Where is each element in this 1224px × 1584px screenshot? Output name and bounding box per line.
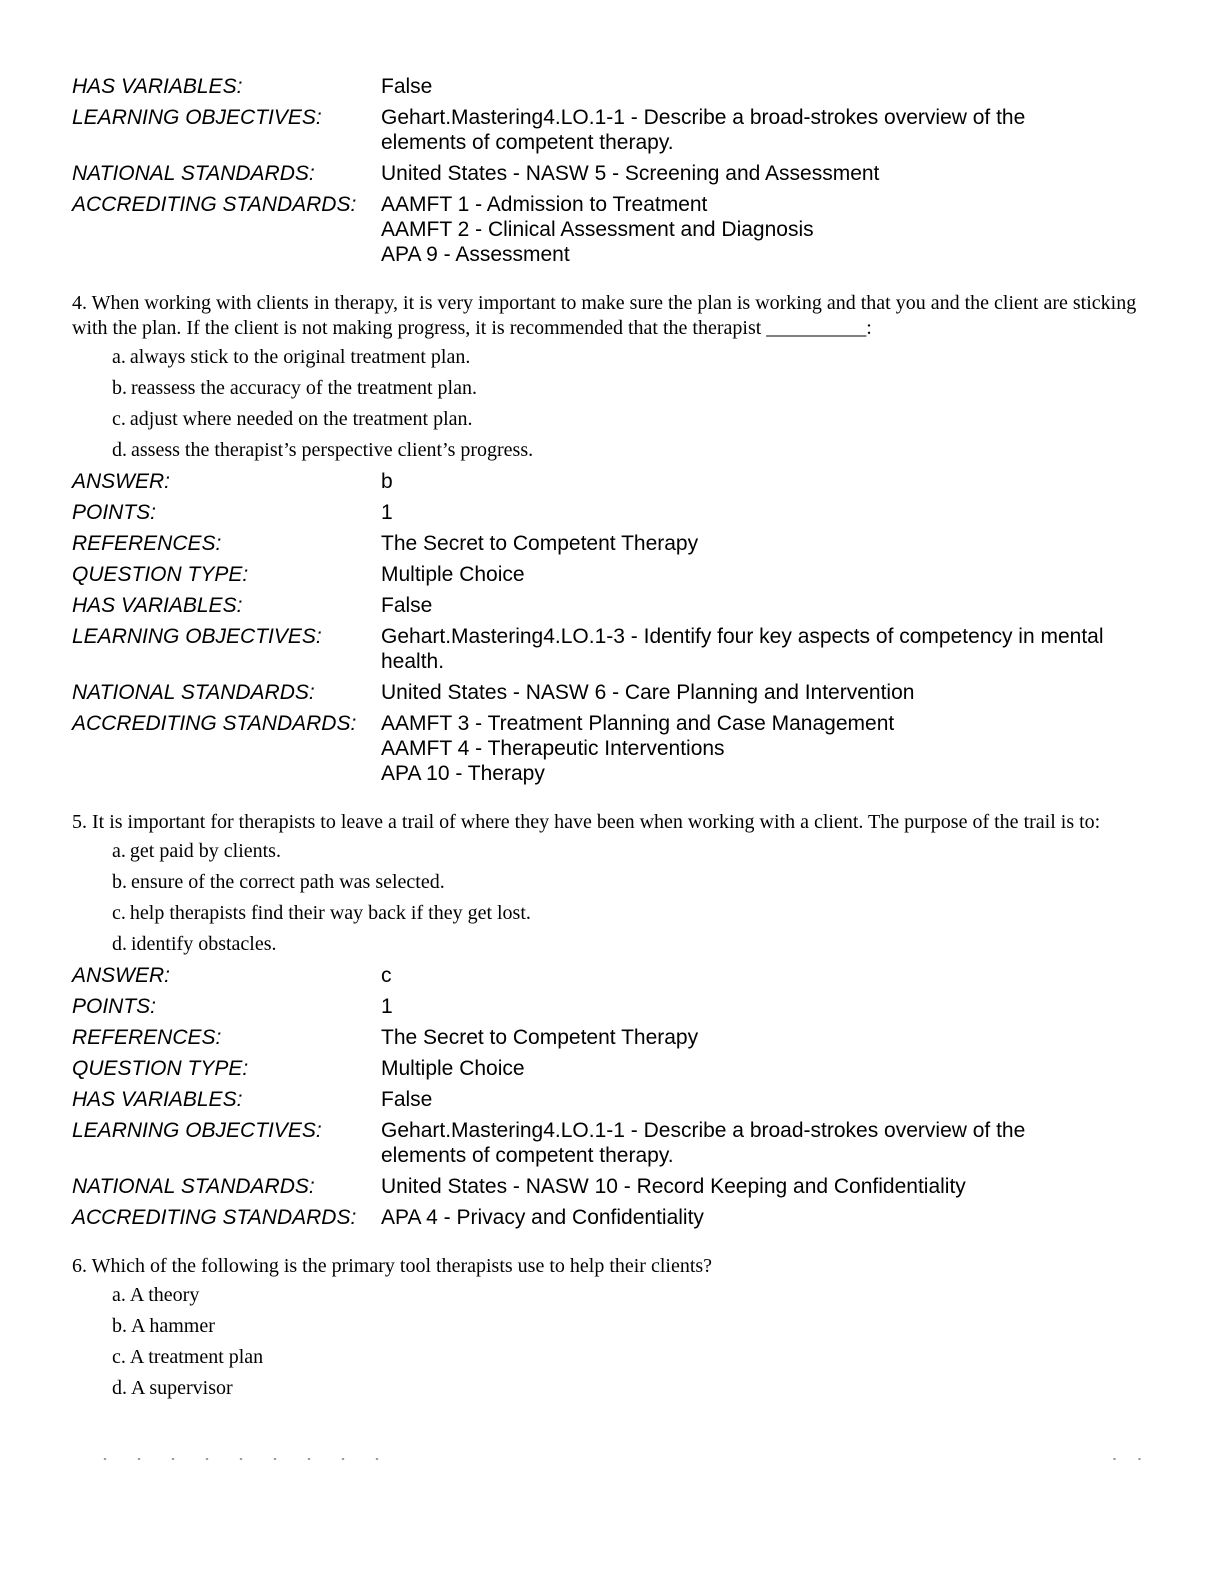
metadata-row — [72, 624, 1152, 674]
option-letter: d. — [112, 439, 127, 461]
metadata-label: ACCREDITING STANDARDS: — [72, 712, 357, 735]
metadata-row — [72, 105, 1152, 155]
metadata-label: POINTS: — [72, 995, 157, 1018]
metadata-value-line: elements of competent therapy. — [381, 131, 674, 154]
metadata-value-line: 1 — [381, 995, 393, 1018]
question-stem: 6. Which of the following is the primary tool therapists use to help their clients? — [72, 1255, 713, 1277]
metadata-label: HAS VARIABLES: — [72, 594, 243, 617]
option-letter: b. — [112, 1315, 127, 1337]
metadata-label: ANSWER: — [72, 964, 171, 987]
answer-option — [72, 407, 1152, 432]
option-letter: c. — [112, 1346, 126, 1368]
metadata-value-line: b — [381, 470, 393, 493]
metadata-value — [381, 963, 1152, 988]
metadata-label: REFERENCES: — [72, 1026, 222, 1049]
metadata-label: NATIONAL STANDARDS: — [72, 162, 315, 185]
metadata-value-line: Gehart.Mastering4.LO.1-1 - Describe a broad-strokes overview of the — [381, 106, 1026, 129]
question-metadata — [72, 963, 1152, 1230]
metadata-label: ANSWER: — [72, 470, 171, 493]
metadata-row — [72, 500, 1152, 525]
metadata-label: HAS VARIABLES: — [72, 75, 243, 98]
option-text: reassess the accuracy of the treatment plan. — [131, 377, 477, 399]
metadata-label: LEARNING OBJECTIVES: — [72, 1119, 322, 1142]
metadata-label: ACCREDITING STANDARDS: — [72, 193, 357, 216]
metadata-label: QUESTION TYPE: — [72, 563, 249, 586]
metadata-value — [381, 1056, 1152, 1081]
metadata-value-line: United States - NASW 10 - Record Keeping and Confidentiality — [381, 1175, 966, 1198]
answer-option — [72, 932, 1152, 957]
option-text: get paid by clients. — [129, 840, 281, 862]
metadata-row — [72, 1056, 1152, 1081]
option-letter: b. — [112, 871, 127, 893]
metadata-value-line: c — [381, 964, 392, 987]
metadata-row — [72, 1118, 1152, 1168]
metadata-label: NATIONAL STANDARDS: — [72, 1175, 315, 1198]
metadata-value-line: APA 4 - Privacy and Confidentiality — [381, 1206, 704, 1229]
metadata-row — [72, 1087, 1152, 1112]
metadata-label: REFERENCES: — [72, 532, 222, 555]
metadata-block — [72, 74, 1152, 267]
metadata-row — [72, 1174, 1152, 1199]
question-item — [72, 810, 1152, 1230]
option-text: A theory — [129, 1284, 200, 1306]
metadata-value — [381, 531, 1152, 556]
option-text: identify obstacles. — [131, 933, 277, 955]
footer-rule-left — [88, 1458, 398, 1460]
answer-option — [72, 376, 1152, 401]
metadata-value-line: The Secret to Competent Therapy — [381, 1026, 699, 1049]
metadata-value — [381, 711, 1152, 786]
answer-option — [72, 345, 1152, 370]
question-stem: 4. When working with clients in therapy, it is very important to make sure the plan is working and that you and the client are sticking with the plan. If the client is not making progress, it is recommended that the therapist __________: — [72, 292, 1137, 339]
metadata-value — [381, 680, 1152, 705]
metadata-label: QUESTION TYPE: — [72, 1057, 249, 1080]
option-letter: c. — [112, 408, 126, 430]
metadata-value — [381, 74, 1152, 99]
metadata-value-line: False — [381, 1088, 433, 1111]
metadata-value — [381, 1118, 1152, 1168]
option-letter: a. — [112, 346, 126, 368]
metadata-value-line: Gehart.Mastering4.LO.1-3 - Identify four key aspects of competency in mental — [381, 625, 1104, 648]
document-page — [72, 74, 1152, 1407]
option-text: adjust where needed on the treatment plan. — [129, 408, 473, 430]
metadata-row — [72, 711, 1152, 786]
option-text: always stick to the original treatment plan. — [129, 346, 471, 368]
metadata-label: HAS VARIABLES: — [72, 1088, 243, 1111]
metadata-value-line: APA 10 - Therapy — [381, 762, 545, 785]
metadata-value-line: Multiple Choice — [381, 1057, 525, 1080]
footer-rule-right — [1102, 1458, 1152, 1460]
metadata-value-line: False — [381, 594, 433, 617]
answer-option — [72, 870, 1152, 895]
metadata-value — [381, 624, 1152, 674]
metadata-value-line: 1 — [381, 501, 393, 524]
option-text: A supervisor — [131, 1377, 233, 1399]
metadata-value — [381, 1025, 1152, 1050]
metadata-row — [72, 531, 1152, 556]
metadata-value — [381, 994, 1152, 1019]
metadata-row — [72, 74, 1152, 99]
metadata-value — [381, 562, 1152, 587]
metadata-row — [72, 192, 1152, 267]
metadata-value-line: AAMFT 3 - Treatment Planning and Case Management — [381, 712, 895, 735]
metadata-value-line: AAMFT 2 - Clinical Assessment and Diagnosis — [381, 218, 814, 241]
metadata-row — [72, 562, 1152, 587]
metadata-label: ACCREDITING STANDARDS: — [72, 1206, 357, 1229]
question-item — [72, 291, 1152, 786]
metadata-value-line: elements of competent therapy. — [381, 1144, 674, 1167]
question-item — [72, 1254, 1152, 1401]
metadata-label: LEARNING OBJECTIVES: — [72, 106, 322, 129]
metadata-value-line: United States - NASW 5 - Screening and Assessment — [381, 162, 880, 185]
answer-option — [72, 1345, 1152, 1370]
question-list — [72, 291, 1152, 1401]
question-metadata — [72, 469, 1152, 786]
metadata-value — [381, 192, 1152, 267]
option-letter: b. — [112, 377, 127, 399]
metadata-value — [381, 1174, 1152, 1199]
option-text: help therapists find their way back if they get lost. — [129, 902, 531, 924]
metadata-value-line: AAMFT 1 - Admission to Treatment — [381, 193, 708, 216]
answer-option — [72, 901, 1152, 926]
metadata-value — [381, 105, 1152, 155]
metadata-value-line: APA 9 - Assessment — [381, 243, 570, 266]
answer-option — [72, 438, 1152, 463]
answer-option — [72, 1314, 1152, 1339]
metadata-value-line: United States - NASW 6 - Care Planning and Intervention — [381, 681, 915, 704]
metadata-value-line: Multiple Choice — [381, 563, 525, 586]
metadata-value — [381, 1205, 1152, 1230]
metadata-value — [381, 161, 1152, 186]
metadata-row — [72, 994, 1152, 1019]
metadata-label: NATIONAL STANDARDS: — [72, 681, 315, 704]
option-text: ensure of the correct path was selected. — [131, 871, 445, 893]
metadata-value-line: The Secret to Competent Therapy — [381, 532, 699, 555]
metadata-value — [381, 1087, 1152, 1112]
metadata-value-line: False — [381, 75, 433, 98]
metadata-label: POINTS: — [72, 501, 157, 524]
metadata-value — [381, 500, 1152, 525]
metadata-value-line: AAMFT 4 - Therapeutic Interventions — [381, 737, 725, 760]
page-footer — [72, 1458, 1152, 1464]
question-stem: 5. It is important for therapists to leave a trail of where they have been when working with a client. The purpose of the trail is to: — [72, 811, 1101, 833]
metadata-row — [72, 680, 1152, 705]
metadata-row — [72, 469, 1152, 494]
option-letter: c. — [112, 902, 126, 924]
answer-option — [72, 1283, 1152, 1308]
metadata-value-line: health. — [381, 650, 445, 673]
metadata-value — [381, 593, 1152, 618]
option-text: A treatment plan — [129, 1346, 264, 1368]
option-letter: a. — [112, 1284, 126, 1306]
option-letter: d. — [112, 933, 127, 955]
metadata-row — [72, 161, 1152, 186]
option-text: A hammer — [131, 1315, 215, 1337]
option-text: assess the therapist’s perspective client’s progress. — [131, 439, 534, 461]
metadata-label: LEARNING OBJECTIVES: — [72, 625, 322, 648]
answer-option — [72, 839, 1152, 864]
metadata-row — [72, 593, 1152, 618]
option-letter: d. — [112, 1377, 127, 1399]
metadata-value-line: Gehart.Mastering4.LO.1-1 - Describe a broad-strokes overview of the — [381, 1119, 1026, 1142]
answer-option — [72, 1376, 1152, 1401]
metadata-value — [381, 469, 1152, 494]
option-letter: a. — [112, 840, 126, 862]
metadata-row — [72, 1205, 1152, 1230]
metadata-row — [72, 963, 1152, 988]
metadata-row — [72, 1025, 1152, 1050]
